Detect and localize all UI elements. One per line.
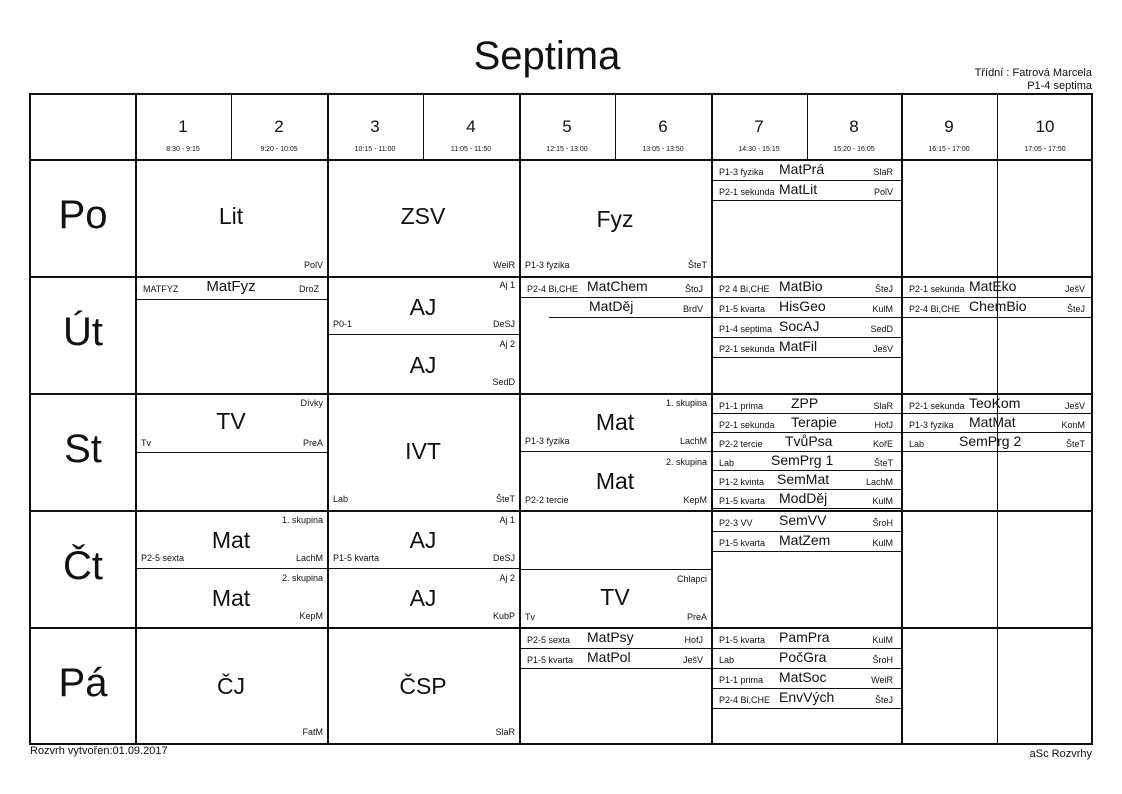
list-item[interactable]: Lab SemPrg 1 ŠteT — [711, 452, 901, 471]
list-item[interactable]: P2-1 sekunda MatEko JešV — [901, 278, 1093, 298]
period-header: 5 12:15 - 13:00 — [546, 117, 588, 153]
list-item[interactable]: P2-4 Bi,CHE EnvVých ŠteJ — [711, 689, 901, 709]
list-item[interactable]: P1-5 kvarta MatZem KulM — [711, 532, 901, 552]
list-item[interactable]: MatDěj BrdV — [549, 298, 711, 318]
lesson-lit[interactable]: Lit PolV — [218, 203, 323, 270]
period-header: 1 8:30 - 9:15 — [166, 117, 200, 153]
lesson-cj[interactable]: ČJ FatM — [216, 673, 323, 737]
day-label-pa: Pá — [58, 661, 108, 705]
lesson-ivt[interactable]: IVT Lab ŠteT — [333, 438, 515, 504]
brand-footer: aSc Rozvrhy — [1029, 748, 1092, 760]
period-header: 10 17:05 - 17:50 — [1024, 117, 1066, 153]
list-item[interactable]: P2 4 Bi,CHE MatBio ŠteJ — [711, 278, 901, 298]
period-header: 7 14:30 - 15:15 — [738, 117, 780, 153]
day-label-st: St — [64, 427, 102, 471]
lesson-mat-1[interactable]: 1. skupina Mat P2-5 sexta LachM — [135, 510, 327, 569]
lesson-zsv[interactable]: ZSV WeiR — [400, 203, 515, 270]
list-item[interactable]: P1-3 fyzika MatPrá SlaR — [711, 161, 901, 181]
period-header: 3 10:15 - 11:00 — [354, 117, 396, 153]
lesson-mat-2[interactable]: 2. skupina Mat P2-2 tercie KepM — [525, 457, 707, 505]
list-item[interactable]: P2-2 tercie TvůPsa KořE — [711, 433, 901, 452]
period-header: 2 9:20 - 10:05 — [260, 117, 298, 153]
list-item[interactable]: Lab SemPrg 2 ŠteT — [901, 433, 1093, 452]
list-item[interactable]: P2-1 sekunda TeoKom JešV — [901, 395, 1093, 414]
lesson-group-thu-7 — [711, 510, 901, 627]
lesson-group-fri-5 — [519, 627, 711, 743]
period-header: 4 11:05 - 11:50 — [450, 117, 492, 153]
lesson-mat-2[interactable]: 2. skupina Mat KepM — [211, 573, 323, 621]
lesson-aj-2[interactable]: Aj 2 AJ SedD — [409, 339, 515, 387]
list-item[interactable]: P1-5 kvarta MatPol JešV — [519, 649, 711, 669]
lesson-group-tue-9 — [901, 276, 1093, 393]
lesson-group-tue-5 — [519, 276, 711, 393]
list-item[interactable]: P1-5 kvarta HisGeo KulM — [711, 298, 901, 318]
period-header: 9 16:15 - 17:00 — [928, 117, 970, 153]
lesson-group-fri-7 — [711, 627, 901, 743]
lesson-aj-2[interactable]: Aj 2 AJ KubP — [409, 573, 515, 621]
lesson-fyz[interactable]: Fyz P1-3 fyzika ŠteT — [525, 206, 707, 270]
class-teacher-info — [975, 67, 1092, 93]
list-item[interactable]: P2-4 Bi,CHE ChemBio ŠteJ — [901, 298, 1093, 318]
list-item[interactable]: P2-1 sekunda MatFil JešV — [711, 338, 901, 358]
lesson-tv-divky[interactable]: Dívky TV Tv PreA — [135, 393, 327, 453]
lesson-matfyz[interactable]: MATFYZ MatFyz DroZ — [135, 276, 327, 300]
lesson-group-wed-7 — [711, 393, 901, 510]
list-item[interactable]: P1-1 prima ZPP SlaR — [711, 395, 901, 414]
list-item[interactable]: P2-1 sekunda MatLit PolV — [711, 181, 901, 201]
list-item[interactable]: P1-4 septima SocAJ SedD — [711, 318, 901, 338]
list-item[interactable]: P2-3 VV SemVV ŠroH — [711, 512, 901, 532]
list-item[interactable]: P2-4 Bi,CHE MatChem ŠtoJ — [519, 278, 711, 298]
list-item[interactable]: P2-1 sekunda Terapie HofJ — [711, 414, 901, 433]
period-header: 6 13:05 - 13:50 — [642, 117, 684, 153]
day-label-po: Po — [58, 193, 108, 237]
lesson-aj-1[interactable]: Aj 1 AJ P0-1 DeSJ — [327, 276, 519, 335]
page-title: Septima — [473, 34, 621, 78]
list-item[interactable]: Lab PočGra ŠroH — [711, 649, 901, 669]
list-item[interactable]: P1-3 fyzika MatMat KonM — [901, 414, 1093, 433]
class-group: P1-4 septima — [1027, 80, 1092, 92]
lesson-tv-chlapci[interactable]: Chlapci TV Tv PreA — [519, 569, 711, 627]
list-item[interactable]: P1-2 kvinta SemMat LachM — [711, 471, 901, 490]
timetable-grid — [29, 93, 1093, 745]
period-header: 8 15:20 - 16:05 — [833, 117, 875, 153]
list-item[interactable]: P2-5 sexta MatPsy HofJ — [519, 629, 711, 649]
lesson-csp[interactable]: ČSP SlaR — [399, 673, 515, 737]
day-label-ct: Čt — [63, 544, 103, 588]
lesson-mat-1[interactable]: 1. skupina Mat P1-3 fyzika LachM — [519, 393, 711, 452]
lesson-group-mon-7 — [711, 159, 901, 276]
list-item[interactable]: P1-5 kvarta PamPra KulM — [711, 629, 901, 649]
list-item[interactable]: P1-1 prima MatSoc WeiR — [711, 669, 901, 689]
lesson-aj-1[interactable]: Aj 1 AJ P1-5 kvarta DeSJ — [327, 510, 519, 569]
lesson-group-wed-9 — [901, 393, 1093, 510]
class-teacher: Třídní : Fatrová Marcela — [974, 67, 1092, 79]
day-label-ut: Út — [63, 310, 103, 354]
created-date: Rozvrh vytvořen:01.09.2017 — [30, 745, 168, 757]
list-item[interactable]: P1-5 kvarta ModDěj KulM — [711, 490, 901, 509]
lesson-group-tue-7 — [711, 276, 901, 393]
